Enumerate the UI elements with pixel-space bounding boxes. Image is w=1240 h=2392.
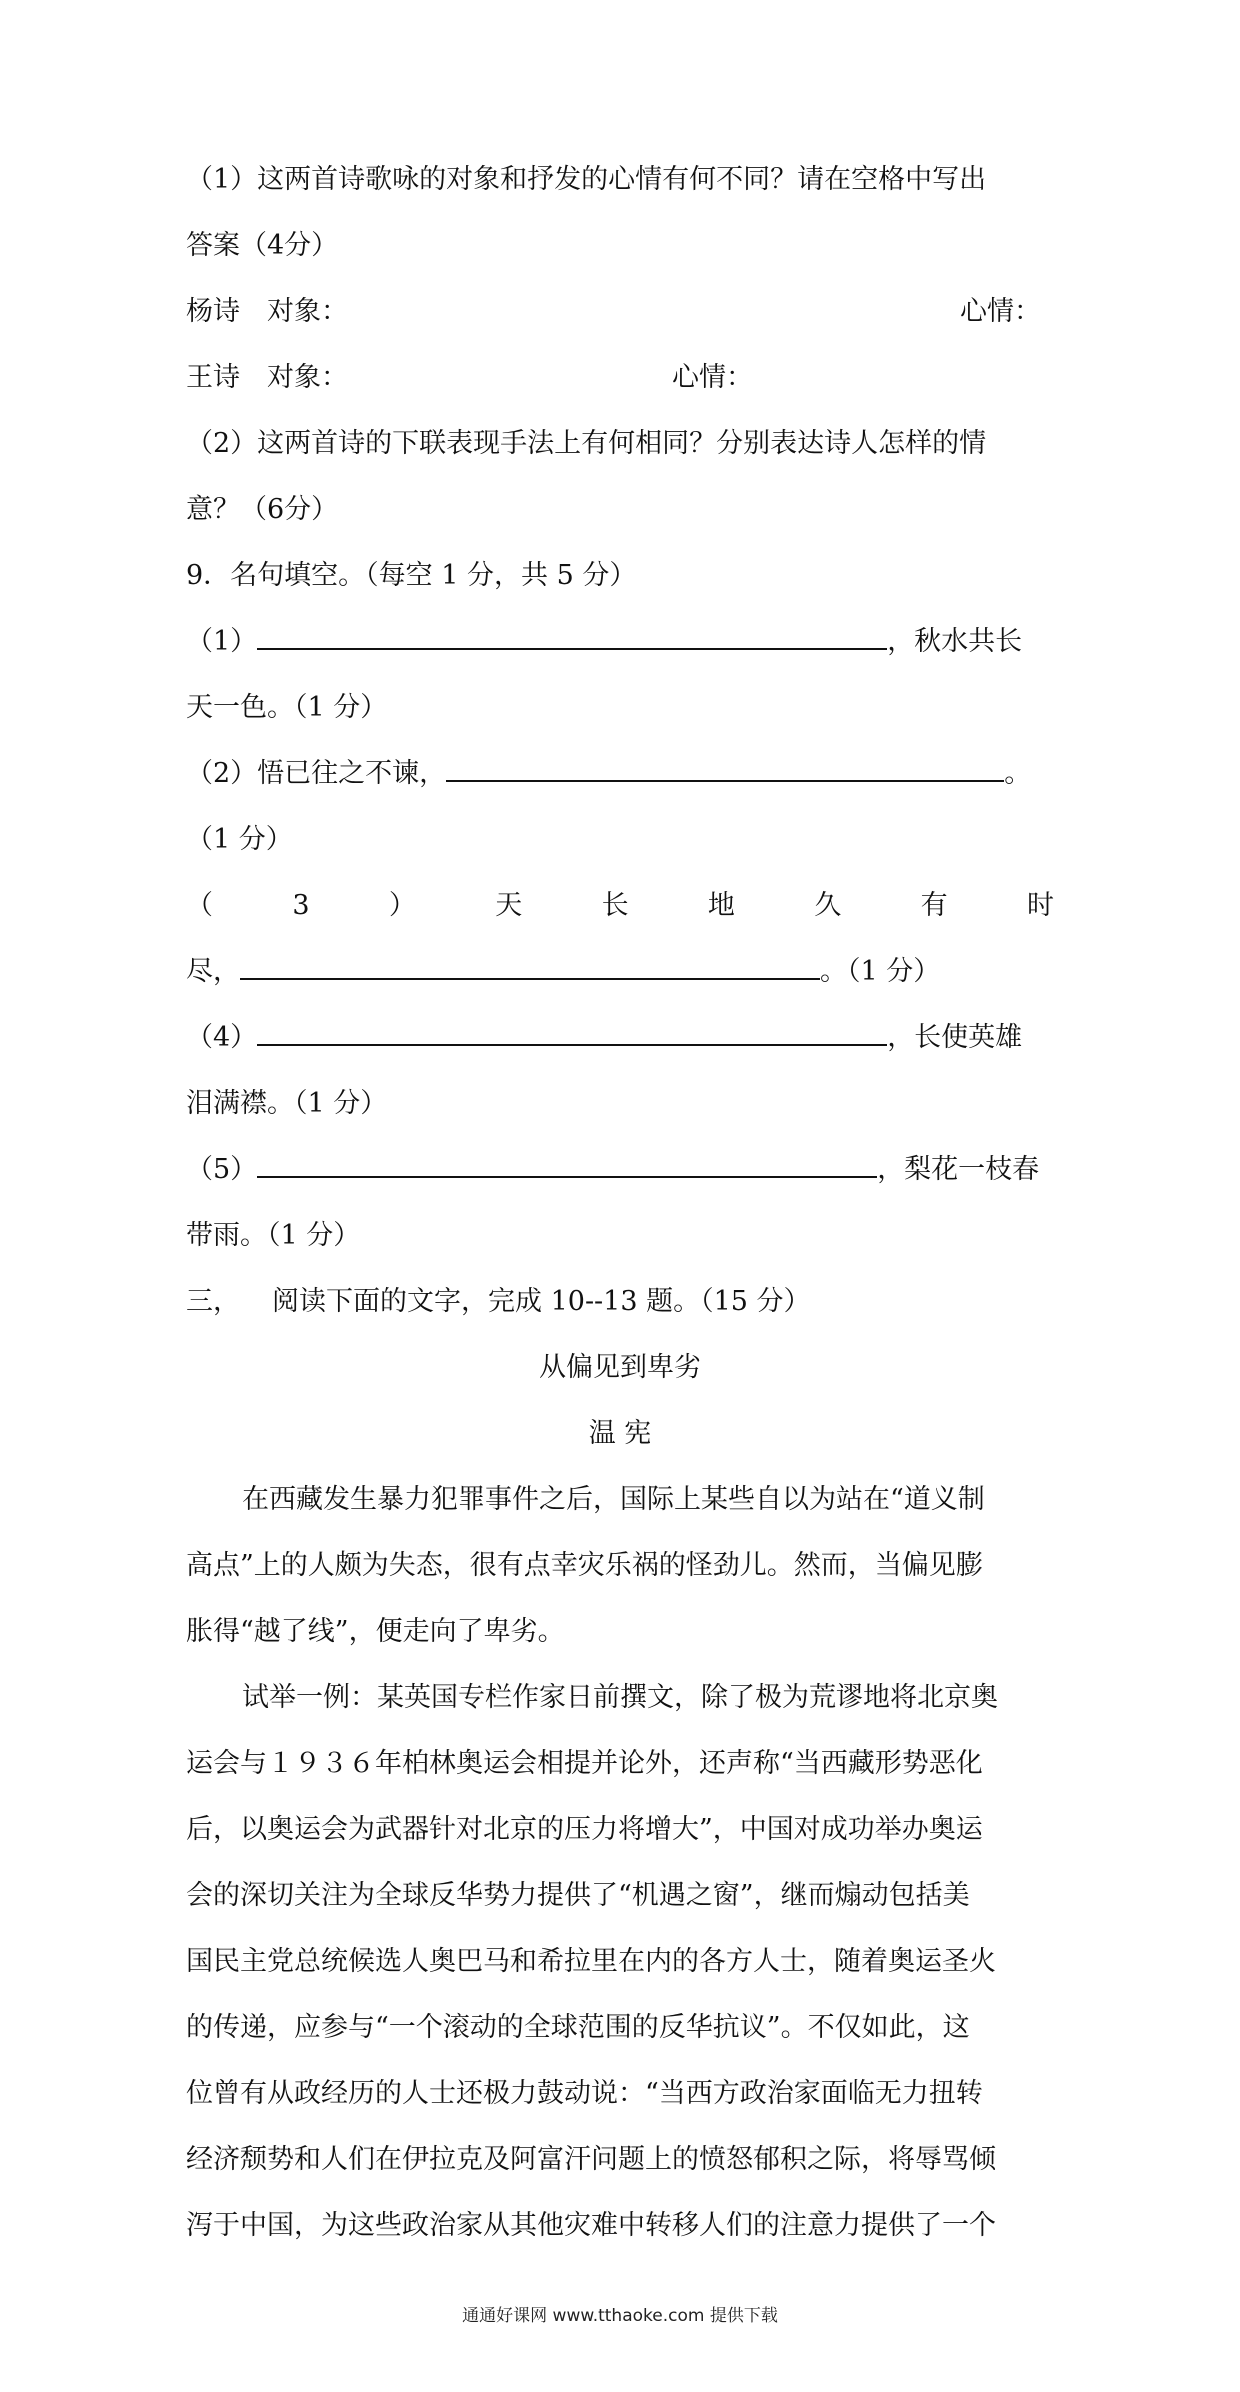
article-line: 胀得“越了线”，便走向了卑劣。 [186,1616,565,1647]
q9-item2-prefix: （2）悟已往之不谏， [186,758,447,789]
q9-item1-blank[interactable] [257,622,887,650]
wang-object-label: 王诗 对象： [186,362,348,393]
q9-item2-cont: （1 分） [186,824,293,855]
yang-mood-label: 心情： [960,296,1041,327]
q8-yang-row [186,292,1054,332]
q8-sub1-line2: 答案（4分） [186,230,339,261]
article-line: 试举一例：某英国专栏作家日前撰文，除了极为荒谬地将北京奥 [242,1682,998,1713]
article-line: 运会与１９３６年柏林奥运会相提并论外，还声称“当西藏形势恶化 [186,1748,983,1779]
q9-item3 [186,886,1054,926]
q9-item3-cont-prefix: 尽， [186,956,240,987]
q9-item4-suffix: ，长使英雄 [887,1022,1023,1053]
article-line: 位曾有从政经历的人士还极力鼓动说：“当西方政治家面临无力扭转 [186,2078,983,2109]
section3-heading [186,1282,1054,1322]
q9-item5-cont: 带雨。（1 分） [186,1220,361,1251]
q9-item3-char: ） [388,890,416,921]
q9-item3-cont [186,952,1054,992]
q9-item5-prefix: （5） [186,1154,258,1185]
q9-title: 9．名句填空。（每空 1 分，共 5 分） [186,560,637,591]
q9-item3-char: 长 [601,890,629,921]
q9-item3-blank[interactable] [240,952,820,980]
q9-item1-prefix: （1） [186,626,258,657]
article-line: 泻于中国，为这些政治家从其他灾难中转移人们的注意力提供了一个 [186,2210,996,2241]
q9-item2 [186,754,1054,794]
article-line: 国民主党总统候选人奥巴马和希拉里在内的各方人士，随着奥运圣火 [186,1946,996,1977]
q9-item3-char: 天 [495,890,523,921]
section3-instruction: 阅读下面的文字，完成 10--13 题。（15 分） [272,1286,811,1317]
article-line: 高点”上的人颇为失态，很有点幸灾乐祸的怪劲儿。然而，当偏见膨 [186,1550,983,1581]
wang-mood-label: 心情： [672,362,753,393]
q9-item3-cont-suffix: 。（1 分） [820,956,941,987]
q9-item5 [186,1150,1054,1190]
q8-sub1-line1: （1）这两首诗歌咏的对象和抒发的心情有何不同？请在空格中写出 [186,164,987,195]
q9-item1-cont: 天一色。（1 分） [186,692,388,723]
article-author: 温 宪 [588,1418,652,1449]
q9-item4 [186,1018,1054,1058]
q8-sub2-line1: （2）这两首诗的下联表现手法上有何相同？分别表达诗人怎样的情 [186,428,987,459]
q8-wang-row [186,358,1054,398]
q9-item4-cont: 泪满襟。（1 分） [186,1088,388,1119]
q8-sub2-line2: 意？（6分） [186,494,339,525]
q9-item4-prefix: （4） [186,1022,258,1053]
q9-item5-blank[interactable] [257,1150,877,1178]
q9-item3-char: 有 [920,890,948,921]
q9-item3-char: 地 [707,890,735,921]
q9-item2-suffix: 。 [1004,758,1032,789]
article-line: 后，以奥运会为武器针对北京的压力将增大”，中国对成功举办奥运 [186,1814,983,1845]
q9-item1-suffix: ，秋水共长 [887,626,1023,657]
article-line: 会的深切关注为全球反华势力提供了“机遇之窗”，继而煽动包括美 [186,1880,970,1911]
q9-item4-blank[interactable] [257,1018,887,1046]
article-line: 的传递，应参与“一个滚动的全球范围的反华抗议”。不仅如此，这 [186,2012,970,2043]
q9-item5-suffix: ，梨花一枝春 [877,1154,1040,1185]
q9-item3-char: 时 [1026,890,1054,921]
q9-item2-blank[interactable] [446,754,1004,782]
article-title: 从偏见到卑劣 [539,1352,701,1383]
q9-item3-char: 3 [292,890,310,921]
article-line: 经济颓势和人们在伊拉克及阿富汗问题上的愤怒郁积之际，将辱骂倾 [186,2144,996,2175]
section3-number: 三， [186,1286,240,1317]
yang-object-label: 杨诗 对象： [186,296,348,327]
q9-item1 [186,622,1054,662]
article-line: 在西藏发生暴力犯罪事件之后，国际上某些自以为站在“道义制 [242,1484,985,1515]
q9-item3-char: 久 [814,890,842,921]
q9-item3-char: （ [186,890,213,921]
page-footer: 通通好课网 www.tthaoke.com 提供下载 [462,2306,778,2326]
